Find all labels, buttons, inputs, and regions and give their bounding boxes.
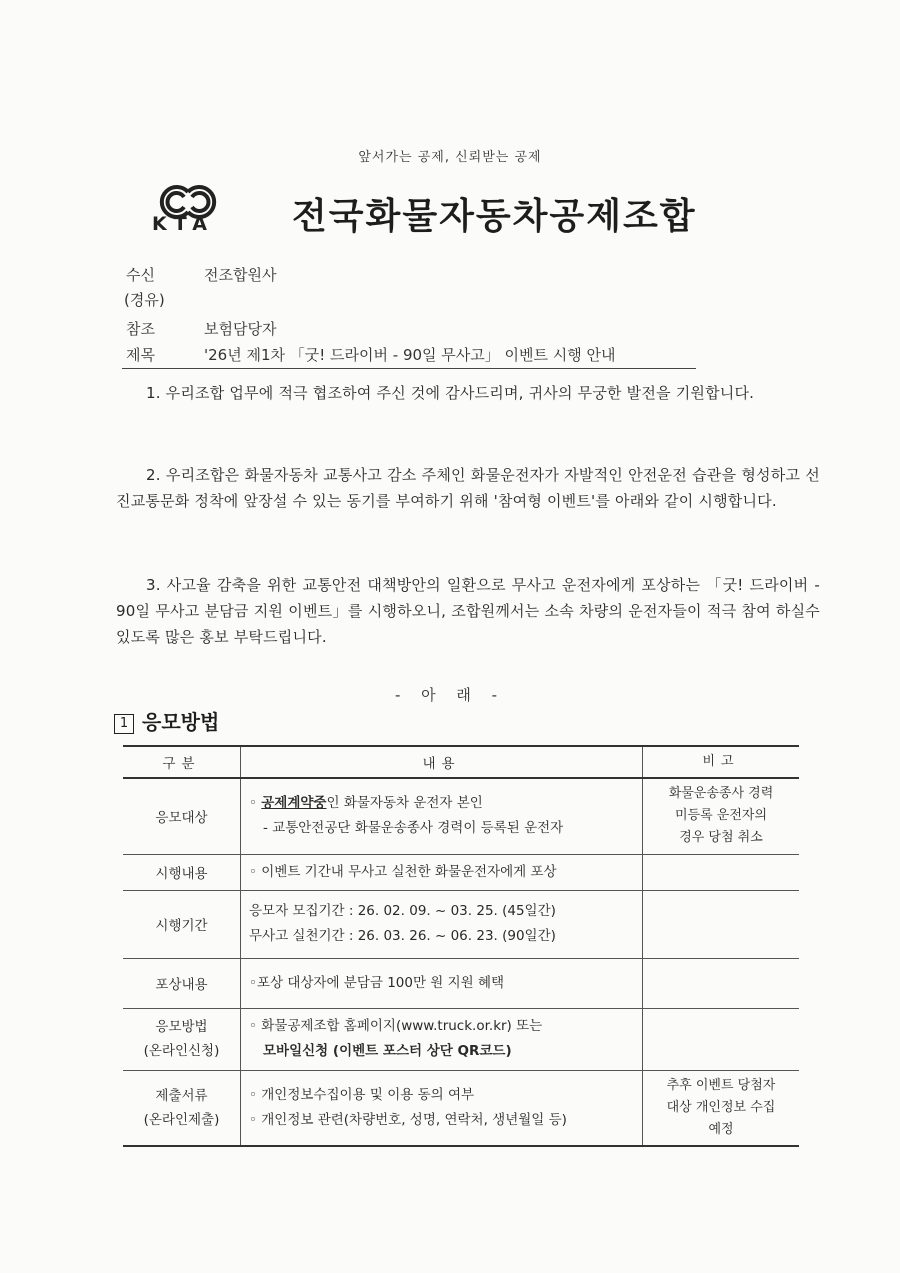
row-note: 화물운송종사 경력 미등록 운전자의 경우 당첨 취소 [643, 778, 800, 854]
content-line: ◦ 화물공제조합 홈페이지(www.truck.or.kr) 또는 [249, 1018, 543, 1034]
via-label: (경유) [124, 291, 165, 309]
content-line [249, 791, 634, 816]
application-method-table [123, 745, 799, 1147]
table-row [123, 854, 799, 890]
bullet: ◦ [249, 795, 257, 812]
category-subtext: (온라인신청) [143, 1043, 220, 1059]
row-note: 추후 이벤트 당첨자 대상 개인정보 수집 예정 [643, 1070, 800, 1146]
content-line: 무사고 실천기간 : 26. 03. 26. ~ 06. 23. (90일간) [249, 928, 556, 944]
row-content: ◦ 이벤트 기간내 무사고 실천한 화물운전자에게 포상 [241, 854, 643, 890]
recipient-value: 전조합원사 [204, 266, 277, 284]
row-note [643, 958, 800, 1008]
content-line: ◦ 개인정보수집이용 및 이용 동의 여부 [249, 1086, 475, 1103]
header-category: 구분 [123, 746, 241, 778]
row-category: 시행내용 [123, 854, 241, 890]
table-header-row [123, 746, 799, 778]
table-row [123, 778, 799, 854]
row-category: 포상내용 [123, 958, 241, 1008]
row-category: 응모대상 [123, 778, 241, 854]
slogan: 앞서가는 공제, 신뢰받는 공제 [358, 150, 542, 165]
row-content [241, 778, 643, 854]
row-category: 시행기간 [123, 890, 241, 958]
paragraph-1: 1. 우리조합 업무에 적극 협조하여 주신 것에 감사드리며, 귀사의 무궁한 발전을 기원합니다. [146, 384, 755, 402]
table-row [123, 1008, 799, 1070]
section-title [114, 706, 219, 735]
row-note [643, 1008, 800, 1070]
category-text: 제출서류 [155, 1087, 208, 1104]
header-note: 비고 [643, 746, 800, 778]
row-category [123, 1008, 241, 1070]
row-note [643, 890, 800, 958]
row-note [643, 854, 800, 890]
header-content: 내용 [241, 746, 643, 778]
table-row [123, 958, 799, 1008]
emphasis-text: 공제계약중 [261, 795, 327, 812]
row-content [241, 890, 643, 958]
below-marker: - 아 래 - [394, 686, 506, 704]
table-row [123, 890, 799, 958]
paragraph-3: 3. 사고율 감축을 위한 교통안전 대책방안의 일환으로 무사고 운전자에게 포상하는 「굿! 드라이버 - 90일 무사고 분담금 지원 이벤트」를 시행하오니, 조합원께서는 소속 차량의 운전자들이 적극 참여 하실수 있도록 많은 홍보 부탁드립니다. [116, 576, 820, 646]
section-title-text: 응모방법 [142, 710, 220, 734]
paragraph-2: 2. 우리조합은 화물자동차 교통사고 감소 주체인 화물운전자가 자발적인 안전운전 습관을 형성하고 선진교통문화 정착에 앞장설 수 있는 동기를 부여하기 위해 '참여형 이벤트'를 아래와 같이 시행합니다. [116, 466, 820, 510]
recipient-label: 수신 [126, 266, 155, 284]
content-subline: - 교통안전공단 화물운송종사 경력이 등록된 운전자 [263, 820, 564, 837]
section-number: 1 [114, 714, 134, 734]
row-content [241, 1008, 643, 1070]
table-row [123, 1070, 799, 1146]
reference-value: 보험담당자 [204, 320, 277, 338]
content-emphasis-line: 모바일신청 (이벤트 포스터 상단 QR코드) [263, 1043, 512, 1059]
content-line: ◦ 개인정보 관련(차량번호, 성명, 연락처, 생년월일 등) [249, 1111, 567, 1128]
organization-title: 전국화물자동차공제조합 [292, 196, 697, 237]
category-text: 응모방법 [155, 1019, 208, 1035]
logo-text: KTA [152, 213, 214, 235]
subject-value: '26년 제1차 「굿! 드라이버 - 90일 무사고」 이벤트 시행 안내 [204, 346, 616, 364]
category-subtext: (온라인제출) [143, 1111, 220, 1128]
subject-label: 제목 [126, 346, 155, 364]
subject-divider [122, 368, 696, 369]
content-line: 응모자 모집기간 : 26. 02. 09. ~ 03. 25. (45일간) [249, 903, 556, 919]
reference-label: 참조 [126, 320, 155, 338]
row-content [241, 1070, 643, 1146]
content-text: 인 화물자동차 운전자 본인 [326, 795, 483, 812]
row-category [123, 1070, 241, 1146]
row-content: ◦포상 대상자에 분담금 100만 원 지원 혜택 [241, 958, 643, 1008]
